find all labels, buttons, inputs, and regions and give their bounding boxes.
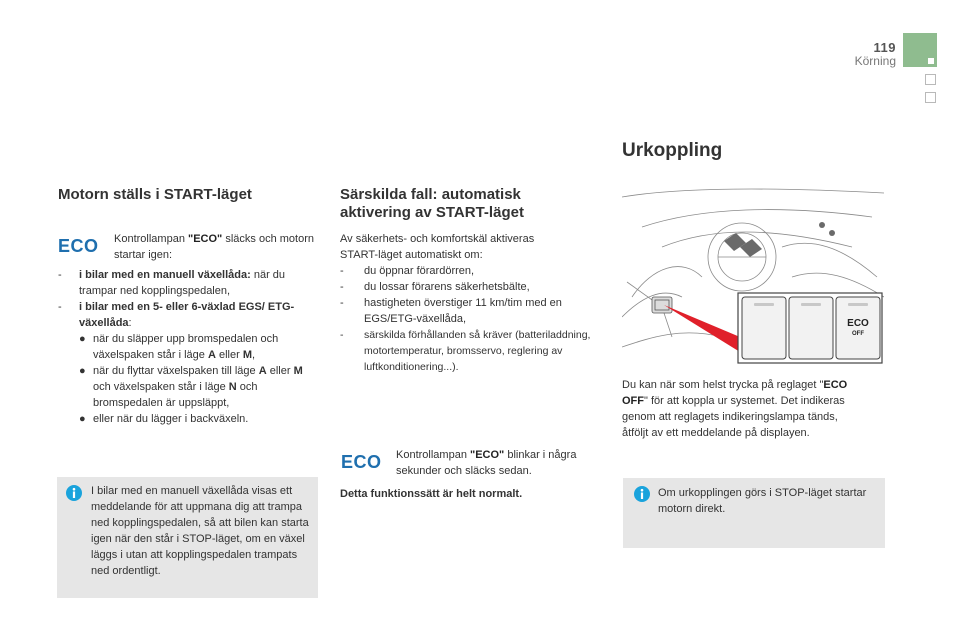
section-heading-start: Motorn ställs i START-läget (58, 186, 252, 203)
dashboard-drawing (622, 187, 884, 383)
svg-text:ECO: ECO (58, 236, 99, 256)
info-box-stop (623, 478, 885, 548)
chapter-square-empty (925, 74, 936, 85)
eco-off-button-illustration (622, 187, 884, 383)
eco-indicator-icon (58, 235, 104, 257)
info-text: I bilar med en manuell växellåda visas ett meddelande för att uppmana dig att trampa ned kopplingspedalen, så att bilen kan starta igen när den står i STOP-läget, om en växel läggs i utan att kopplingspedalen trampats ned ordentligt. (91, 485, 309, 577)
page-number: 119 (873, 40, 896, 55)
normal-note: Detta funktionssätt är helt normalt. (340, 488, 523, 500)
sub-list-item: ● eller när du lägger i backväxeln. (79, 413, 249, 425)
info-text: Om urkopplingen görs i STOP-läget startar motorn direkt. (658, 487, 867, 515)
chapter-marker-dot (928, 58, 934, 64)
info-icon (634, 486, 650, 502)
chapter-square-empty (925, 92, 936, 103)
section-heading-disconnect: Urkoppling (622, 140, 723, 161)
list-item: - särskilda förhållanden så kräver (batteriladdning, motortemperatur, bromsservo, reglering av luftkonditionering...). (340, 329, 591, 373)
sub-list-item: ● när du släpper upp bromspedalen och växelspaken står i läge A eller M, (79, 333, 279, 361)
info-box-manual (57, 477, 318, 598)
section-heading-special: Särskilda fall: automatisk aktivering av START-läget (340, 186, 524, 221)
info-icon (66, 485, 82, 501)
list-item: - du lossar förarens säkerhetsbälte, (340, 281, 530, 293)
disconnect-description: Du kan när som helst trycka på reglaget "ECO OFF" för att koppla ur systemet. Det indikeras genom att reglagets indikeringslampa tänds, åtföljt av ett meddelande på displayen. (622, 379, 848, 439)
list-item: - du öppnar förardörren, (340, 265, 475, 277)
sub-list-item: ● när du flyttar växelspaken till läge A eller M och växelspaken står i läge N och bromspedalen är uppsläppt, (79, 365, 303, 409)
chapter-title: Körning (854, 54, 896, 68)
eco-blink-description: Kontrollampan "ECO" blinkar i några sekunder och släcks sedan. (396, 449, 577, 477)
list-item: - hastigheten överstiger 11 km/tim med en EGS/ETG-växellåda, (340, 297, 562, 325)
eco-off-button-label: ECO OFF (847, 318, 869, 337)
special-intro: Av säkerhets- och komfortskäl aktiveras START-läget automatiskt om: (340, 233, 535, 261)
chapter-marker (903, 33, 937, 67)
eco-indicator-icon (341, 451, 387, 473)
svg-text:ECO: ECO (341, 452, 382, 472)
list-item: - i bilar med en manuell växellåda: när du trampar ned kopplingspedalen, (58, 269, 286, 297)
eco-off-description: Kontrollampan "ECO" släcks och motorn startar igen: (114, 233, 314, 261)
list-item: - i bilar med en 5- eller 6-växlad EGS/ ETG-växellåda: (58, 301, 295, 329)
